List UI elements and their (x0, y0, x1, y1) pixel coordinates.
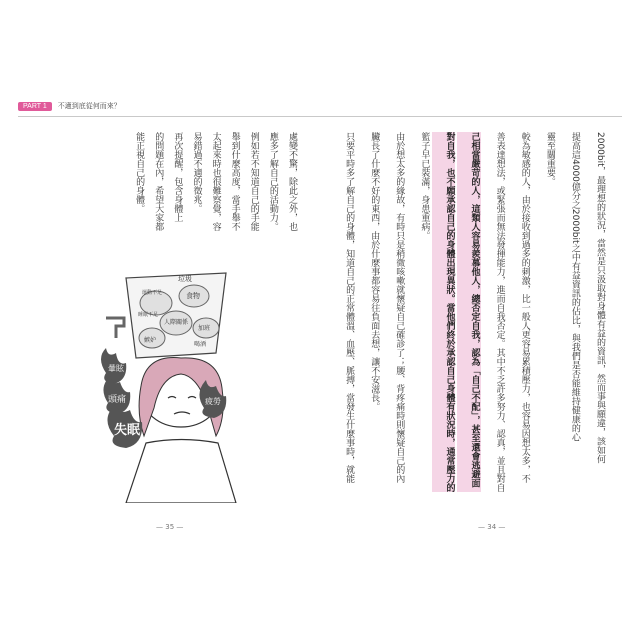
text-column: 能正視自己的身體。 (134, 132, 145, 213)
text-column: 應多了解自己的活動力。 (267, 132, 278, 231)
basket-label: 喝酒 (194, 341, 207, 348)
text-column: 善表達想法，或緊張而無法發揮能力，進而自我否定。其中不乏許多努力、認真，並且對自 (494, 132, 505, 492)
stress-basket-illustration (86, 258, 256, 503)
text-column: 例如若不知道自己的手能 (248, 132, 259, 231)
basket-label: 食物 (186, 292, 200, 300)
header-rule (18, 116, 622, 117)
basket-label: 嫉妒 (144, 337, 157, 344)
text-column: 由於想太多的緣故，有時只是稍微咳嗽就懷疑自己確診了；腰、背疼痛時則懷疑自己的內 (394, 132, 405, 483)
right-page-text (330, 132, 606, 492)
text-column: 對自我，也不願承認自己的身體出現異狀。當他們終於承認自己身體有狀況時，通常壓力的 (432, 132, 455, 492)
text-column: 2000bit，最理想的狀況，當然是只汲取對身體有益的資訊，然而事與願違，該如何 (595, 132, 605, 464)
text-column: 靈至關重要。 (544, 132, 555, 186)
text-column: 只要平時多了解自己的身體，知道自己的正常體溫、血壓、脈搏，當發生什麼事時，就能 (344, 132, 355, 483)
text-column: 較為敏感的人，由於接收到過多的刺激，比一般人更容易累積壓力，也容易因想太多，不 (519, 132, 530, 483)
basket-label: 人際關係 (164, 319, 189, 326)
left-page-number: — 35 — (156, 523, 184, 531)
faucet-icon (106, 318, 124, 338)
flame-label: 疲勞 (205, 397, 221, 406)
text-column: 舉到什麼高度，當手舉不 (229, 132, 240, 231)
text-column: 提高這4000億分之2000bit之中有益資訊的佔比，與我們是否能維持健康的心 (569, 132, 580, 442)
basket-label: 垃圾 (178, 275, 192, 283)
text-column: 太起來時也很難察覺，容 (210, 132, 221, 231)
running-header (18, 98, 121, 114)
text-column: 的問題在內，希望大家都 (153, 132, 164, 231)
flame-label: 暈眩 (108, 364, 124, 373)
basket-label: 睡眠不足 (138, 312, 159, 318)
book-spread (18, 98, 622, 540)
text-column: 己相當嚴苛的人，這類人容易羨慕他人，總否定自我，認為「自己不配」，甚至還會逃避面 (457, 132, 480, 492)
flame-label: 頭痛 (108, 395, 127, 405)
text-column: 臟長了什麼不好的東西，由於什麼事都容易往負面去想，讓不安滋長。 (369, 132, 380, 411)
text-column: 籃子早已裝滿，身患重病。 (419, 132, 430, 240)
part-badge: PART 1 (18, 102, 52, 111)
text-column: 再次提醒，包含身體上 (172, 132, 183, 222)
part-title: 不適到底從何而來？ (57, 102, 121, 110)
flame-label: 失眠 (114, 423, 141, 438)
basket-label: 運動不足 (142, 290, 163, 296)
body (126, 440, 236, 504)
basket-label: 加班 (198, 325, 211, 332)
text-column: 易錯過不適的徵兆。 (191, 132, 202, 213)
text-column: 處變不驚，除此之外，也 (287, 132, 297, 231)
right-page-number: — 34 — (478, 523, 506, 531)
